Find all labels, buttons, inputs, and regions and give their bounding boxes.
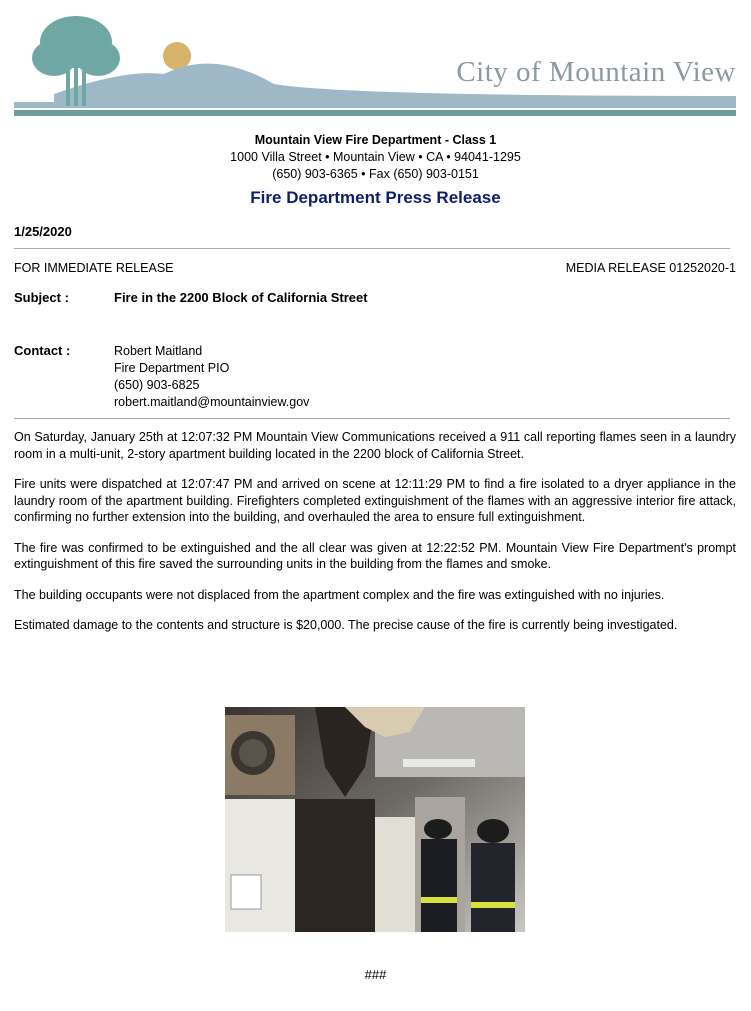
banner-stripe-dark (14, 110, 736, 116)
banner-stripe-light (14, 102, 736, 108)
department-phone: (650) 903-6365 • Fax (650) 903-0151 (272, 167, 479, 181)
body-paragraph: On Saturday, January 25th at 12:07:32 PM Mountain View Communications received a 911 call reporting flames seen in a laundry room in a multi-unit, 2-story apartment building located in the 2200 block of California Street. (14, 430, 736, 461)
sun-icon (163, 42, 191, 70)
contact-label: Contact : (14, 343, 71, 358)
subject-label: Subject : (14, 290, 69, 305)
body-paragraph: Fire units were dispatched at 12:07:47 PM and arrived on scene at 12:11:29 PM to find a fire isolated to a dryer appliance in the laundry room of the apartment building. Firefighters completed extinguishment of the flames with an aggressive interior fire attack, confirming no further extension into the building, and overhauled the area to ensure full extinguishment. (14, 477, 736, 524)
department-address: 1000 Villa Street • Mountain View • CA • 94041-1295 (230, 150, 521, 164)
divider (14, 248, 730, 249)
contact-name: Robert Maitland (114, 344, 203, 358)
body-paragraph: The fire was confirmed to be extinguished and the all clear was given at 12:22:52 PM. Mountain View Fire Department's prompt extinguishment of this fire saved the surrounding units in the building from the flames and smoke. (14, 540, 736, 571)
release-status: FOR IMMEDIATE RELEASE (14, 261, 174, 275)
release-date: 1/25/2020 (14, 224, 72, 239)
press-release-title: Fire Department Press Release (250, 188, 501, 207)
end-mark: ### (364, 967, 387, 982)
city-name: City of Mountain View (456, 56, 736, 88)
city-banner (14, 14, 736, 118)
contact-phone: (650) 903-6825 (114, 378, 200, 392)
department-header (0, 132, 751, 209)
subject-value: Fire in the 2200 Block of California Street (114, 290, 368, 305)
department-name: Mountain View Fire Department - Class 1 (254, 133, 497, 147)
body-paragraph: Estimated damage to the contents and structure is $20,000. The precise cause of the fire is currently being investigated. (14, 618, 678, 632)
press-body (14, 429, 736, 648)
fire-scene-photo (225, 707, 525, 932)
body-paragraph: The building occupants were not displaced from the apartment complex and the fire was extinguished with no injuries. (14, 587, 665, 602)
contact-title: Fire Department PIO (114, 361, 230, 375)
divider (14, 418, 730, 419)
contact-email[interactable]: robert.maitland@mountainview.gov (114, 395, 310, 409)
release-number: MEDIA RELEASE 01252020-1 (565, 261, 736, 275)
contact-block (114, 343, 309, 411)
